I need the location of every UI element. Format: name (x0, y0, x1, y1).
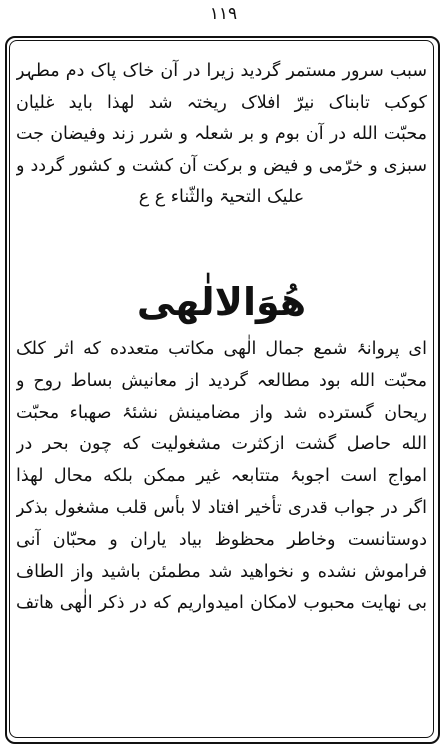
text-line: فراموش نشده و نخواهید شد مطمئن باشید واز الطاف (16, 561, 427, 582)
closing-salutation: علیک التحیۃ والثّناء ع ع (138, 187, 305, 207)
text-line: محبّت الله در آن بوم و بر شعلہ و شرر زند وفیضان جت (16, 124, 427, 144)
text-line: سبب سرور مستمر گردید زیرا در آن خاک پاک دم مطہر (16, 61, 427, 81)
text-block-opening (16, 56, 427, 214)
section-heading: هُوَالالٰهی (136, 280, 307, 324)
text-line: ریحان گسترده شد واز مضامینش نشئۂ صهباء محبّت (16, 402, 427, 423)
text-line: کوکب تابناک نیرّ افلاک ریختہ شد لهذا باید غلیان (16, 92, 427, 113)
text-line: محبّت الله بود مطالعہ گردید از معانیش بساط روح و (16, 370, 427, 391)
text-line: دوستانست وخاطر محظوظ بیاد یاران و محبّان آنی (16, 529, 427, 550)
text-line: بی نهایت محبوب لامکان امیدواریم که در ذکر الٰهی هاتف (16, 593, 427, 614)
text-block-main (16, 334, 427, 620)
text-line: امواج است اجوبۂ متتابعہ غیر ممکن بلکه محال لهذا (16, 466, 427, 487)
text-line: الله حاصل گشت ازکثرت مشغولیت که چون بحر در (16, 434, 427, 455)
text-line: ای پروانۂ شمع جمال الٰهی مکاتب متعدده که اثر کلک (16, 339, 427, 359)
text-line: سبزی و خرّمی و فیض و برکت آن کشت و کشور گردد و (16, 155, 427, 176)
text-line: اگر در جواب قدری تأخیر افتاد لا بأس قلب مشغول بذکر (16, 497, 427, 518)
page-number: ۱۱۹ (209, 4, 238, 24)
